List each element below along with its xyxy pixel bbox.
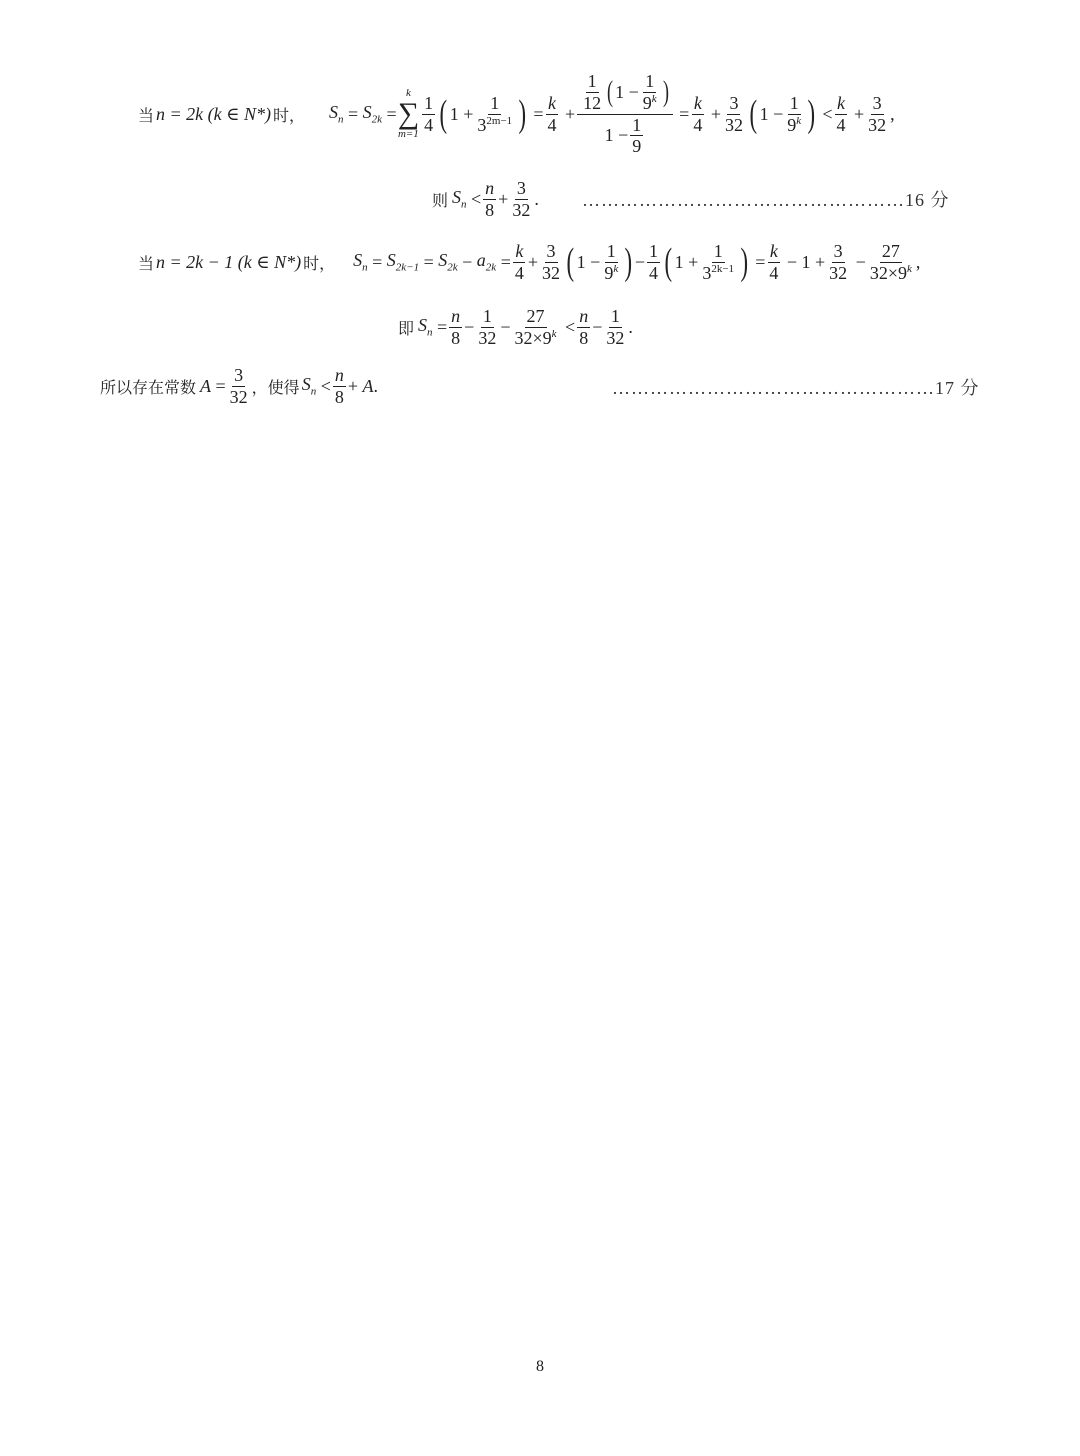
conclusion-mid: ，使得 [251,377,300,397]
page-number: 8 [536,1358,544,1375]
conclusion-end: . [373,375,378,396]
score-16-marker: ……………………………………………16 分 [582,190,950,210]
formula-conclusion: $S_n$ < $\frac{n}{8}$ + A [301,364,374,407]
equation-line-namely [398,304,633,350]
formula-constant: A = $\frac{3}{32}$ [200,364,248,407]
case-odd-when: 时， [303,253,336,273]
score-17-marker: ……………………………………………17 分 [612,378,980,398]
case-odd-label: 当 [138,253,155,273]
case-even-when: 时， [272,105,305,125]
equation-line-even-case [138,64,895,164]
equation-line-then [432,176,539,222]
equation-line-odd-case [138,238,920,286]
namely-label: 即 [398,318,415,338]
case-even-condition: n = 2k (k ∈ N*) [156,103,271,124]
formula-even-sum: $S_n$ = $S_{2k}$ = k ∑ m=1 $\frac{1}{4}$ ( 1 + $\frac{1}{3^{2m-1}}$ ) = $\frac{k}{4}$ + $\frac{1}{12}$ ( 1 − $\frac{1}{9^k}$ ) 1 − $\frac{1}{9}$ = $\frac{k}{4}$ + $\frac{3}{32}$ ( 1 − $\frac{1}{9^k}$ ) < $\frac{k}{4}$ + $\frac{3}{32}$ , [328,71,895,157]
then-label: 则 [432,190,449,210]
formula-odd-sum: $S_n$ = $S_{2k-1}$ = $S_{2k}$ − $a_{2k}$ = $\frac{k}{4}$ + $\frac{3}{32}$ ( 1 − $\frac{1}{9^k}$ ) − $\frac{1}{4}$ ( 1 + $\frac{1}{3^{2k-1}}$ ) = $\frac{k}{4}$ − 1 + $\frac{3}{32}$ − $\frac{27}{32\times 9^k}$ , [353,240,921,283]
formula-then: $S_n$ < $\frac{n}{8}$ + $\frac{3}{32}$ . [452,177,539,220]
conclusion-text: 所以存在常数 [100,377,197,397]
case-odd-condition: n = 2k − 1 (k ∈ N*) [156,251,302,272]
formula-namely: $S_n$ = $\frac{n}{8}$ − $\frac{1}{32}$ − $\frac{27}{32\times 9^k}$ < $\frac{n}{8}$ − $\frac{1}{32}$ . [418,305,633,348]
equation-line-conclusion [100,362,378,410]
case-even-label: 当 [138,105,155,125]
